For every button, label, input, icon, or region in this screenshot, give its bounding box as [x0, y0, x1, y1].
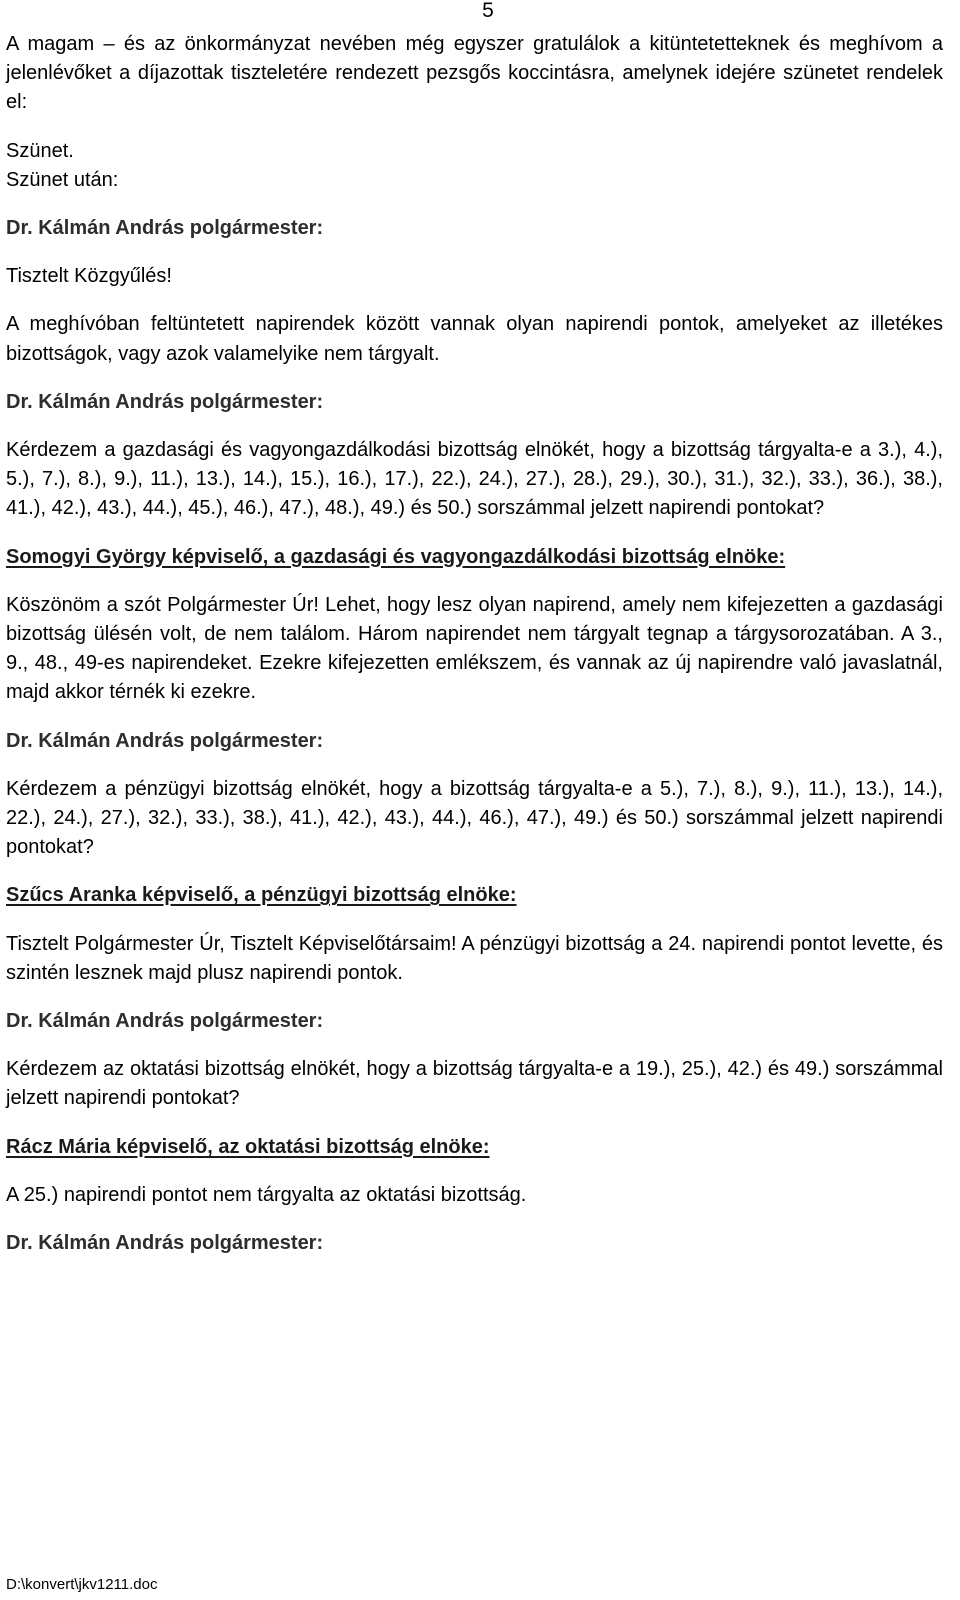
footer-file-path: D:\konvert\jkv1211.doc	[6, 1576, 158, 1593]
speaker-heading: Somogyi György képviselő, a gazdasági és vagyongazdálkodási bizottság elnöke:	[6, 545, 786, 568]
paragraph: Kérdezem a pénzügyi bizottság elnökét, hogy a bizottság tárgyalta-e a 5.), 7.), 8.), 9.), 11.), 13.), 14.), 22.), 24.), 27.), 32.), 33.), 38.), 41.), 42.), 43.), 44.), 46.), 47.), 49.) és 50.) sorszámmal jelzett napirendi pontokat?	[6, 777, 943, 859]
paragraph: Kérdezem az oktatási bizottság elnökét, hogy a bizottság tárgyalta-e a 19.), 25.), 42.) és 49.) sorszámmal jelzett napirendi pontokat?	[6, 1058, 943, 1110]
speaker-heading: Dr. Kálmán András polgármester:	[6, 1232, 324, 1255]
speaker-heading: Dr. Kálmán András polgármester:	[6, 217, 324, 240]
paragraph: A meghívóban feltüntetett napirendek között vannak olyan napirendi pontok, amelyeket az illetékes bizottságok, vagy azok valamelyike nem tárgyalt.	[6, 313, 943, 365]
speaker-heading: Dr. Kálmán András polgármester:	[6, 1010, 324, 1033]
paragraph: Szünet.	[6, 139, 74, 162]
paragraph: Köszönöm a szót Polgármester Úr! Lehet, hogy lesz olyan napirend, amely nem kifejezetten a gazdasági bizottság ülésén volt, de nem találom. Három napirendet nem tárgyalt tegnap a tárgysorozatában. A 3., 9., 48., 49-es napirendeket. Ezekre kifejezetten emlékszem, és vannak az új napirendre való javaslatnál, majd akkor térnék ki ezekre.	[6, 593, 943, 704]
speaker-heading: Szűcs Aranka képviselő, a pénzügyi bizottság elnöke:	[6, 884, 517, 907]
speaker-heading: Rácz Mária képviselő, az oktatási bizottság elnöke:	[6, 1135, 490, 1158]
paragraph: A magam – és az önkormányzat nevében még egyszer gratulálok a kitüntetetteknek és meghívom a jelenlévőket a díjazottak tiszteletére rendezett pezsgős koccintásra, amelynek idejére szünetet rendelek el:	[6, 33, 943, 114]
page-number: 5	[482, 0, 494, 22]
document-body	[6, 30, 943, 1258]
paragraph: Tisztelt Polgármester Úr, Tisztelt Képviselőtársaim! A pénzügyi bizottság a 24. napirendi pontot levette, és szintén lesznek majd plusz napirendi pontok.	[6, 932, 943, 984]
paragraph: Kérdezem a gazdasági és vagyongazdálkodási bizottság elnökét, hogy a bizottság tárgyalta-e a 3.), 4.), 5.), 7.), 8.), 9.), 11.), 13.), 14.), 15.), 16.), 17.), 22.), 24.), 27.), 28.), 29.), 30.), 31.), 32.), 33.), 36.), 38.), 41.), 42.), 43.), 44.), 45.), 46.), 47.), 48.), 49.) és 50.) sorszámmal jelzett napirendi pontokat?	[6, 439, 943, 520]
paragraph: Tisztelt Közgyűlés!	[6, 265, 172, 288]
speaker-heading: Dr. Kálmán András polgármester:	[6, 390, 324, 413]
paragraph: A 25.) napirendi pontot nem tárgyalta az oktatási bizottság.	[6, 1183, 527, 1206]
paragraph: Szünet után:	[6, 168, 119, 191]
speaker-heading: Dr. Kálmán András polgármester:	[6, 729, 324, 752]
